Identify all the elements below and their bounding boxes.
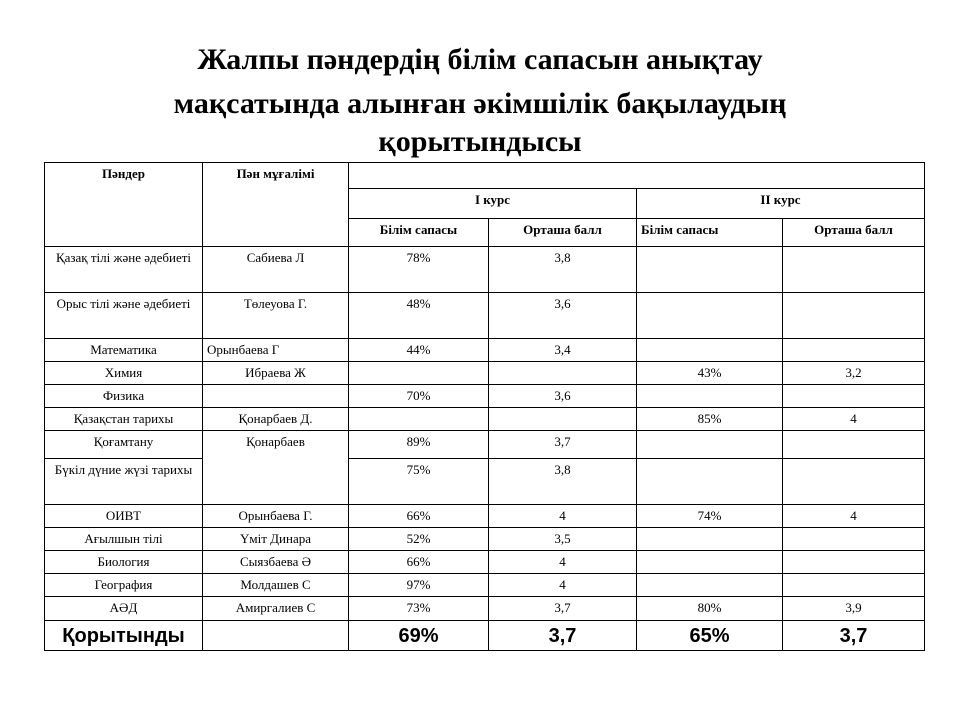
total-c1-avg: 3,7 bbox=[489, 621, 637, 651]
page-title-line-2: мақсатында алынған әкімшілік бақылаудың bbox=[173, 87, 787, 120]
total-c2-avg: 3,7 bbox=[783, 621, 925, 651]
cell-subject: Бүкіл дүние жүзі тарихы bbox=[45, 459, 203, 505]
page-title-line-1: Жалпы пәндердің білім сапасын анықтау bbox=[197, 43, 763, 76]
cell-teacher: Үміт Динара bbox=[203, 528, 349, 551]
cell-c1-quality: 66% bbox=[349, 551, 489, 574]
header-course-2: ІІ курс bbox=[637, 189, 925, 219]
cell-subject: Биология bbox=[45, 551, 203, 574]
table-row bbox=[45, 597, 925, 621]
cell-c1-quality bbox=[349, 362, 489, 385]
cell-c1-quality: 97% bbox=[349, 574, 489, 597]
cell-c1-quality: 73% bbox=[349, 597, 489, 621]
cell-c1-avg bbox=[489, 362, 637, 385]
cell-c1-avg: 4 bbox=[489, 505, 637, 528]
total-c1-quality: 69% bbox=[349, 621, 489, 651]
cell-c2-avg bbox=[783, 339, 925, 362]
cell-subject: АӘД bbox=[45, 597, 203, 621]
table-row bbox=[45, 431, 925, 459]
cell-c2-avg bbox=[783, 247, 925, 293]
cell-subject: Қазақ тілі және әдебиеті bbox=[45, 247, 203, 293]
cell-c2-avg bbox=[783, 528, 925, 551]
header-course-1: І курс bbox=[349, 189, 637, 219]
cell-c1-avg: 4 bbox=[489, 574, 637, 597]
header-c2-avg: Орташа балл bbox=[783, 219, 925, 247]
total-c2-quality: 65% bbox=[637, 621, 783, 651]
cell-teacher: Орынбаева Г bbox=[203, 339, 349, 362]
results-table bbox=[44, 162, 925, 651]
cell-subject: География bbox=[45, 574, 203, 597]
cell-c1-quality: 44% bbox=[349, 339, 489, 362]
cell-c2-avg bbox=[783, 431, 925, 459]
table-row bbox=[45, 505, 925, 528]
table-row bbox=[45, 574, 925, 597]
cell-c2-quality: 80% bbox=[637, 597, 783, 621]
table-row bbox=[45, 339, 925, 362]
cell-c2-avg: 3,2 bbox=[783, 362, 925, 385]
cell-c1-avg: 4 bbox=[489, 551, 637, 574]
cell-c2-avg bbox=[783, 574, 925, 597]
cell-c2-quality bbox=[637, 551, 783, 574]
cell-teacher: Молдашев С bbox=[203, 574, 349, 597]
table-row bbox=[45, 551, 925, 574]
cell-c1-quality: 89% bbox=[349, 431, 489, 459]
cell-teacher: Қонарбаев bbox=[203, 431, 349, 505]
cell-teacher: Орынбаева Г. bbox=[203, 505, 349, 528]
cell-c2-quality bbox=[637, 528, 783, 551]
cell-c1-avg: 3,6 bbox=[489, 293, 637, 339]
cell-teacher: Төлеуова Г. bbox=[203, 293, 349, 339]
header-teacher: Пән мұғалімі bbox=[203, 163, 349, 247]
cell-c2-quality bbox=[637, 293, 783, 339]
cell-subject: Ағылшын тілі bbox=[45, 528, 203, 551]
total-row bbox=[45, 621, 925, 651]
cell-c1-quality bbox=[349, 408, 489, 431]
cell-teacher: Ибраева Ж bbox=[203, 362, 349, 385]
cell-c1-quality: 52% bbox=[349, 528, 489, 551]
cell-c2-avg: 3,9 bbox=[783, 597, 925, 621]
table-row bbox=[45, 408, 925, 431]
cell-c1-quality: 48% bbox=[349, 293, 489, 339]
cell-c2-quality: 85% bbox=[637, 408, 783, 431]
cell-c1-quality: 75% bbox=[349, 459, 489, 505]
cell-subject: Физика bbox=[45, 385, 203, 408]
cell-c1-avg bbox=[489, 408, 637, 431]
table-row bbox=[45, 362, 925, 385]
cell-teacher bbox=[203, 385, 349, 408]
cell-c1-quality: 70% bbox=[349, 385, 489, 408]
cell-c1-avg: 3,8 bbox=[489, 247, 637, 293]
cell-c2-avg: 4 bbox=[783, 408, 925, 431]
page-title-line-3: қорытындысы bbox=[378, 125, 582, 158]
cell-c2-quality bbox=[637, 385, 783, 408]
cell-c2-quality bbox=[637, 431, 783, 459]
cell-subject: Химия bbox=[45, 362, 203, 385]
header-c1-avg: Орташа балл bbox=[489, 219, 637, 247]
cell-teacher: Сабиева Л bbox=[203, 247, 349, 293]
table-row bbox=[45, 247, 925, 293]
total-teacher-blank bbox=[203, 621, 349, 651]
header-c2-quality: Білім сапасы bbox=[637, 219, 783, 247]
cell-c2-quality: 74% bbox=[637, 505, 783, 528]
cell-c2-quality: 43% bbox=[637, 362, 783, 385]
cell-c1-avg: 3,8 bbox=[489, 459, 637, 505]
cell-subject: Қазақстан тарихы bbox=[45, 408, 203, 431]
cell-c2-avg bbox=[783, 459, 925, 505]
cell-c2-quality bbox=[637, 339, 783, 362]
cell-c1-avg: 3,7 bbox=[489, 597, 637, 621]
cell-teacher: Амиргалиев С bbox=[203, 597, 349, 621]
total-label: Қорытынды bbox=[45, 621, 203, 651]
cell-c2-avg: 4 bbox=[783, 505, 925, 528]
cell-subject: Орыс тілі және әдебиеті bbox=[45, 293, 203, 339]
cell-c1-quality: 78% bbox=[349, 247, 489, 293]
table-row bbox=[45, 528, 925, 551]
cell-c1-avg: 3,5 bbox=[489, 528, 637, 551]
cell-teacher: Қонарбаев Д. bbox=[203, 408, 349, 431]
header-subject: Пәндер bbox=[45, 163, 203, 247]
header-blank bbox=[349, 163, 925, 189]
cell-c1-avg: 3,6 bbox=[489, 385, 637, 408]
cell-c2-quality bbox=[637, 247, 783, 293]
cell-c2-avg bbox=[783, 385, 925, 408]
cell-teacher: Сыязбаева Ә bbox=[203, 551, 349, 574]
cell-subject: Қоғамтану bbox=[45, 431, 203, 459]
cell-c2-quality bbox=[637, 574, 783, 597]
cell-c1-avg: 3,7 bbox=[489, 431, 637, 459]
table-row bbox=[45, 293, 925, 339]
cell-subject: ОИВТ bbox=[45, 505, 203, 528]
cell-subject: Математика bbox=[45, 339, 203, 362]
cell-c1-quality: 66% bbox=[349, 505, 489, 528]
cell-c2-avg bbox=[783, 293, 925, 339]
table-row bbox=[45, 385, 925, 408]
table-row bbox=[45, 459, 925, 505]
cell-c1-avg: 3,4 bbox=[489, 339, 637, 362]
header-c1-quality: Білім сапасы bbox=[349, 219, 489, 247]
cell-c2-avg bbox=[783, 551, 925, 574]
cell-c2-quality bbox=[637, 459, 783, 505]
